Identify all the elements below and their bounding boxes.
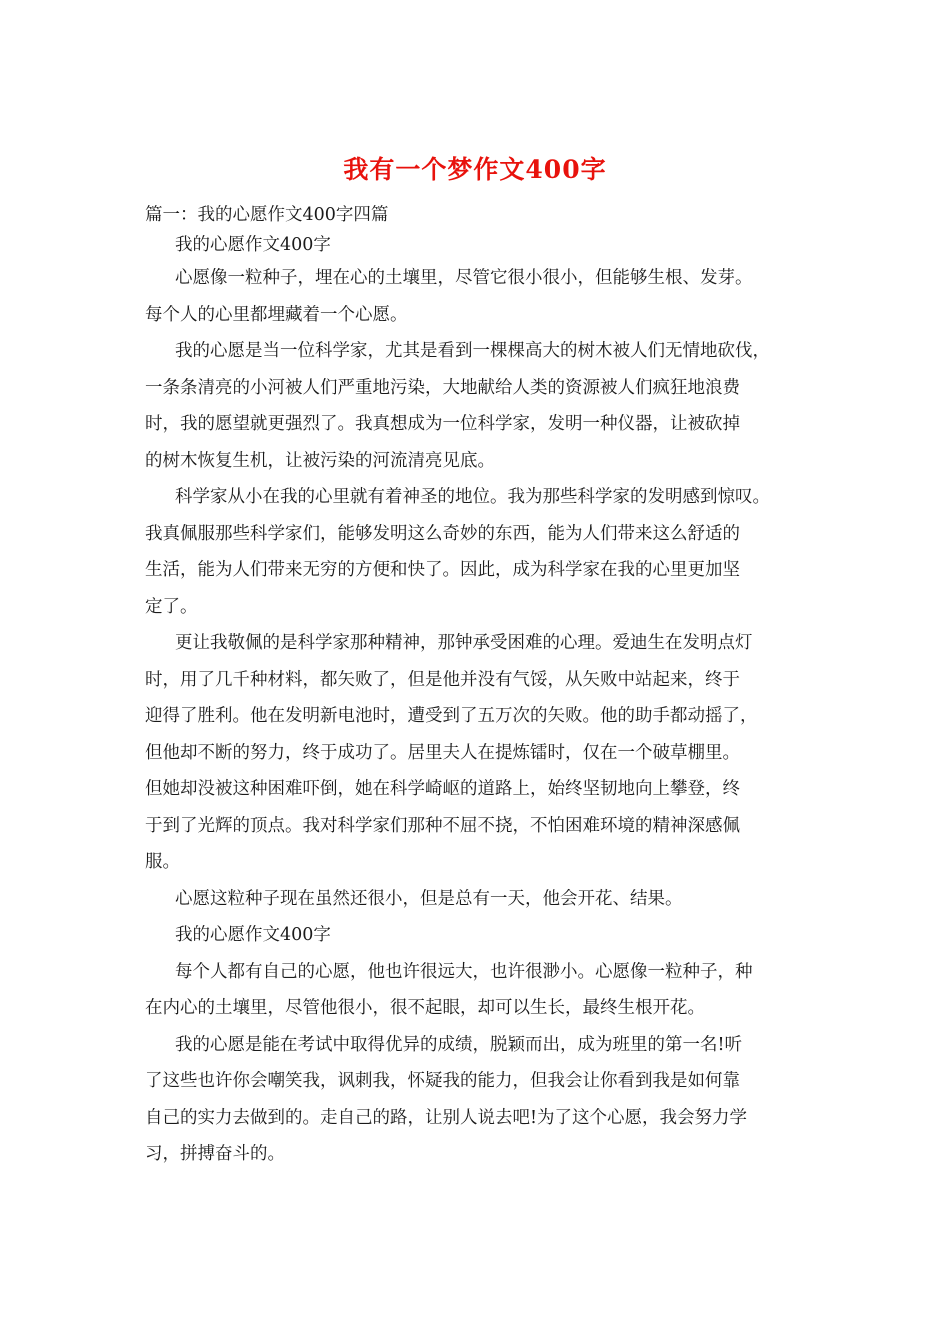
paragraph-line: 心愿这粒种子现在虽然还很小，但是总有一天，他会开花、结果。 — [175, 888, 683, 909]
paragraph-line: 篇一：我的心愿作文400字四篇 — [145, 205, 389, 225]
paragraph-line: 的树木恢复生机，让被污染的河流清亮见底。 — [145, 450, 495, 471]
paragraph-line: 服。 — [145, 852, 180, 872]
paragraph-line: 我的心愿是能在考试中取得优异的成绩，脱颖而出，成为班里的第一名!听 — [175, 1034, 743, 1055]
paragraph-line: 我真佩服那些科学家们，能够发明这么奇妙的东西，能为人们带来这么舒适的 — [145, 523, 740, 544]
paragraph-line: 了这些也许你会嘲笑我，讽刺我，怀疑我的能力，但我会让你看到我是如何靠 — [145, 1071, 740, 1091]
paragraph-line: 我的心愿作文400字 — [175, 925, 331, 945]
paragraph-line: 自己的实力去做到的。走自己的路，让别人说去吧!为了这个心愿，我会努力学 — [145, 1107, 748, 1128]
paragraph-line: 但她却没被这种困难吓倒，她在科学崎岖的道路上，始终坚韧地向上攀登，终 — [145, 779, 740, 799]
paragraph-line: 每个人都有自己的心愿，他也许很远大，也许很渺小。心愿像一粒种子，种 — [175, 961, 753, 982]
paragraph-line: 生活，能为人们带来无穷的方便和快了。因此，成为科学家在我的心里更加坚 — [145, 560, 740, 580]
paragraph-line: 一条条清亮的小河被人们严重地污染，大地献给人类的资源被人们疯狂地浪费 — [145, 377, 740, 398]
paragraph-line: 我的心愿作文400字 — [175, 235, 331, 255]
paragraph-line: 每个人的心里都埋藏着一个心愿。 — [145, 304, 408, 325]
paragraph-line: 在内心的土壤里，尽管他很小，很不起眼，却可以生长，最终生根开花。 — [145, 998, 705, 1018]
paragraph-line: 科学家从小在我的心里就有着神圣的地位。我为那些科学家的发明感到惊叹。 — [175, 487, 770, 507]
paragraph-line: 心愿像一粒种子，埋在心的土壤里，尽管它很小很小，但能够生根、发芽。 — [175, 268, 753, 288]
paragraph-line: 习，拼搏奋斗的。 — [145, 1144, 285, 1164]
document-body — [145, 200, 835, 1173]
paragraph-line: 迎得了胜利。他在发明新电池时，遭受到了五万次的矢败。他的助手都动摇了， — [145, 706, 758, 726]
paragraph-line: 我的心愿是当一位科学家，尤其是看到一棵棵高大的树木被人们无情地砍伐， — [175, 341, 770, 361]
paragraph-line: 时，我的愿望就更强烈了。我真想成为一位科学家，发明一种仪器，让被砍掉 — [145, 414, 740, 434]
paragraph-line: 于到了光辉的顶点。我对科学家们那种不屈不挠，不怕困难环境的精神深感佩 — [145, 815, 740, 836]
paragraph-line: 时，用了几千种材料，都矢败了，但是他并没有气馁，从矢败中站起来，终于 — [145, 669, 740, 690]
paragraph-line: 更让我敬佩的是科学家那种精神，那钟承受困难的心理。爱迪生在发明点灯 — [175, 633, 753, 653]
document-title: 我有一个梦作文400字 — [343, 155, 607, 184]
paragraph-line: 但他却不断的努力，终于成功了。居里夫人在提炼镭时，仅在一个破草棚里。 — [145, 742, 740, 763]
paragraph-line: 定了。 — [145, 596, 198, 617]
